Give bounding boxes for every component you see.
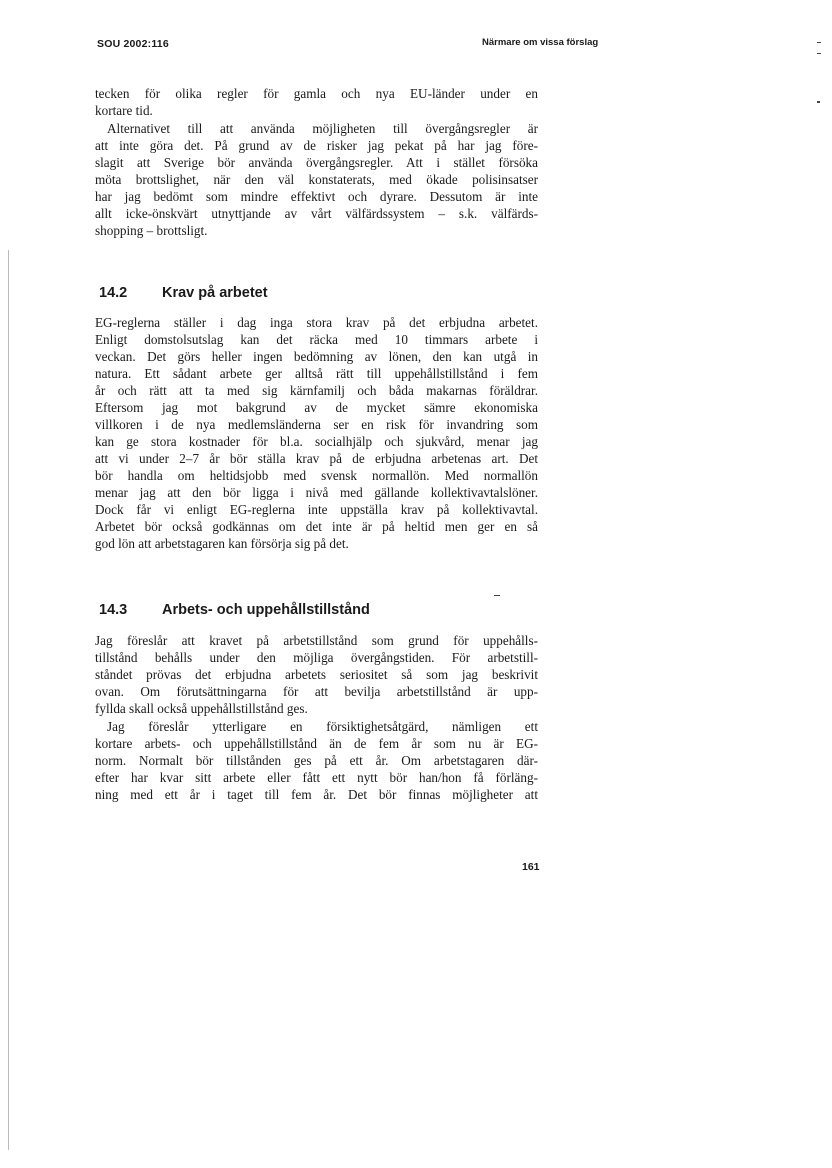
body-line: kortare tid. bbox=[95, 103, 153, 118]
body-line: god lön att arbetstagaren kan försörja sig på det. bbox=[95, 536, 349, 551]
body-line: EG-reglerna ställer i dag inga stora krav på det erbjudna arbetet. bbox=[95, 315, 538, 330]
body-line: ning med ett år i taget till fem år. Det bör finnas möjligheter att bbox=[95, 787, 538, 802]
body-line: möta brottslighet, när den väl konstaterats, med ökade polisinsatser bbox=[95, 172, 538, 187]
body-line: att inte göra det. På grund av de risker jag pekat på har jag före- bbox=[95, 138, 538, 153]
body-line: veckan. Det görs heller ingen bedömning av lönen, den kan utgå in bbox=[95, 349, 538, 364]
body-line: har jag bedömt som mindre effektivt och dyrare. Dessutom är inte bbox=[95, 189, 538, 204]
body-line: menar jag att den bör ligga i nivå med gällande kollektivavtalslöner. bbox=[95, 485, 538, 500]
body-line: villkoren i de nya medlemsländerna ser en risk för invandring som bbox=[95, 417, 538, 432]
scan-mark bbox=[817, 53, 821, 54]
scan-mark bbox=[817, 42, 821, 43]
body-line: natura. Ett sådant arbete ger alltså rätt till uppehållstillstånd i fem bbox=[95, 366, 538, 381]
section-number: 14.3 bbox=[99, 602, 128, 618]
scan-edge-line bbox=[8, 250, 9, 1150]
body-line: ovan. Om förutsättningarna för att bevilja arbetstillstånd är upp- bbox=[95, 684, 538, 699]
section-title: Arbets- och uppehållstillstånd bbox=[162, 602, 370, 618]
body-line: att vi under 2–7 år bör ställa krav på de erbjudna arbetenas art. Det bbox=[95, 451, 538, 466]
body-line: fyllda skall också uppehållstillstånd ges. bbox=[95, 701, 308, 716]
body-line: kortare arbets- och uppehållstillstånd än de fem år som nu är EG- bbox=[95, 736, 538, 751]
section-number: 14.2 bbox=[99, 285, 128, 301]
body-line: Arbetet bör också godkännas om det inte är på heltid men ger en så bbox=[95, 519, 538, 534]
scan-mark bbox=[494, 595, 500, 596]
body-line: allt icke-önskvärt utnyttjande av vårt välfärdssystem – s.k. välfärds- bbox=[95, 206, 538, 221]
scan-mark bbox=[817, 101, 820, 103]
body-line: tillstånd behålls under den möjliga övergångstiden. För arbetstill- bbox=[95, 650, 538, 665]
body-line: Jag föreslår att kravet på arbetstillstånd som grund för uppehålls- bbox=[95, 633, 538, 648]
body-line: norm. Normalt bör tillstånden ges på ett år. Om arbetstagaren där- bbox=[95, 753, 538, 768]
body-line: tecken för olika regler för gamla och nya EU-länder under en bbox=[95, 86, 538, 101]
page-number: 161 bbox=[522, 861, 540, 873]
running-header-left: SOU 2002:116 bbox=[97, 38, 169, 50]
body-line: Enligt domstolsutslag kan det räcka med 10 timmars arbete i bbox=[95, 332, 538, 347]
body-line: Dock får vi enligt EG-reglerna inte uppställa krav på kollektivavtal. bbox=[95, 502, 538, 517]
body-line: Jag föreslår ytterligare en försiktighetsåtgärd, nämligen ett bbox=[107, 719, 538, 734]
body-line: bör handla om heltidsjobb med svensk normallön. Med normallön bbox=[95, 468, 538, 483]
body-line: Alternativet till att använda möjligheten till övergångsregler är bbox=[107, 121, 538, 136]
body-line: ståndet prövas det erbjudna arbetets seriositet så som jag beskrivit bbox=[95, 667, 538, 682]
running-header-right: Närmare om vissa förslag bbox=[482, 37, 599, 48]
body-line: kan ge stora kostnader för bl.a. socialhjälp och sjukvård, menar jag bbox=[95, 434, 538, 449]
body-line: slagit att Sverige bör använda övergångsregler. Att i stället försöka bbox=[95, 155, 538, 170]
section-title: Krav på arbetet bbox=[162, 285, 268, 301]
body-line: shopping – brottsligt. bbox=[95, 223, 208, 238]
body-line: Eftersom jag mot bakgrund av de mycket sämre ekonomiska bbox=[95, 400, 538, 415]
body-line: efter har kvar sitt arbete eller fått ett nytt bör han/hon få förläng- bbox=[95, 770, 538, 785]
body-line: år och rätt att ta med sig kärnfamilj och båda makarnas föräldrar. bbox=[95, 383, 538, 398]
